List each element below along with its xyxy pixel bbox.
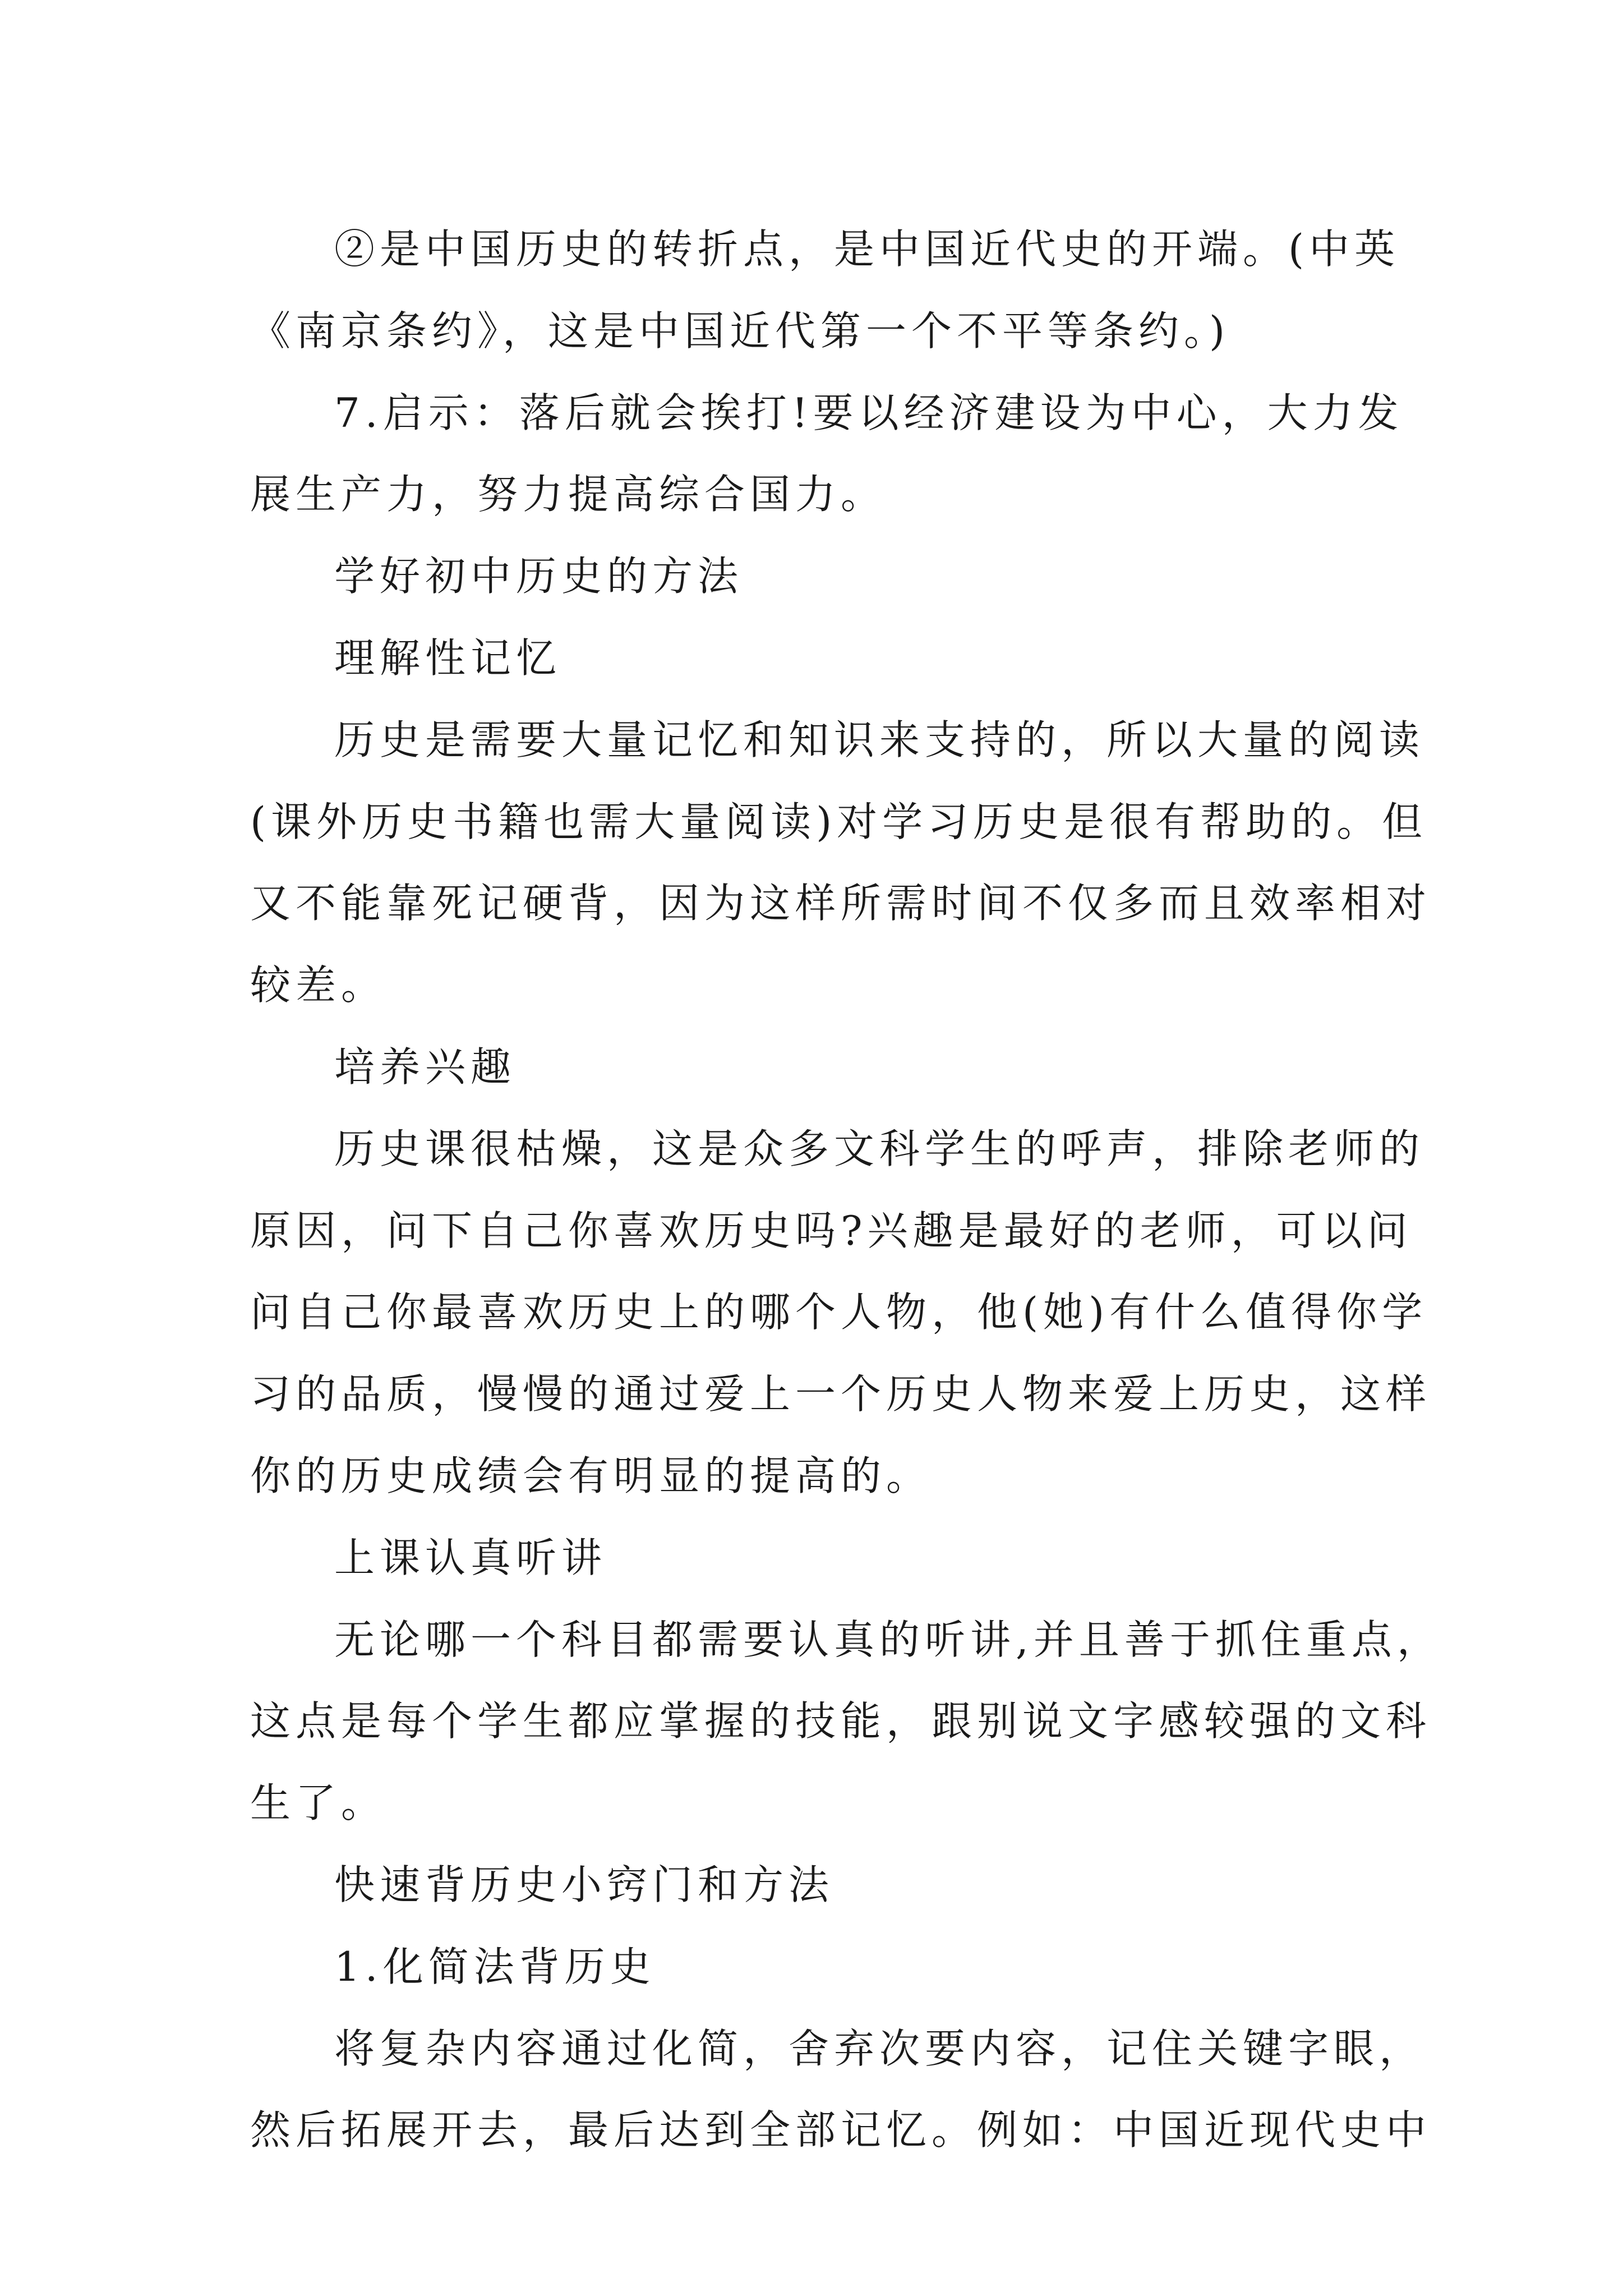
document-body <box>250 209 1442 2171</box>
paragraph-line: 无论哪一个科目都需要认真的听讲,并且善于抓住重点， <box>334 1616 1442 1663</box>
paragraph-line: 原因，问下自己你喜欢历史吗?兴趣是最好的老师，可以问 <box>250 1207 1413 1254</box>
paragraph-line: (课外历史书籍也需大量阅读)对学习历史是很有帮助的。但 <box>250 798 1428 845</box>
paragraph-line: 历史是需要大量记忆和知识来支持的，所以大量的阅读 <box>334 716 1425 763</box>
subsection-heading: 培养兴趣 <box>334 1043 517 1091</box>
paragraph-line: 这点是每个学生都应掌握的技能，跟别说文字感较强的文科 <box>250 1697 1432 1745</box>
paragraph-line: 生了。 <box>250 1779 387 1827</box>
section-heading: 快速背历史小窍门和方法 <box>334 1861 834 1908</box>
subsection-heading: 上课认真听讲 <box>334 1534 607 1581</box>
paragraph-line: 你的历史成绩会有明显的提高的。 <box>250 1452 932 1499</box>
paragraph-line: 7.启示：落后就会挨打!要以经济建设为中心，大力发 <box>334 389 1404 436</box>
paragraph-line: 然后拓展开去，最后达到全部记忆。例如：中国近现代史中 <box>250 2106 1432 2154</box>
paragraph-line: ②是中国历史的转折点，是中国近代史的开端。(中英 <box>334 226 1400 273</box>
paragraph-line: 习的品质，慢慢的通过爱上一个历史人物来爱上历史，这样 <box>250 1370 1432 1418</box>
paragraph-line: 问自己你最喜欢历史上的哪个人物，他(她)有什么值得你学 <box>250 1289 1428 1336</box>
section-heading: 学好初中历史的方法 <box>334 553 744 600</box>
subsection-heading: 1.化简法背历史 <box>334 1943 656 1990</box>
paragraph-line: 又不能靠死记硬背，因为这样所需时间不仅多而且效率相对 <box>250 880 1432 927</box>
paragraph-line: 展生产力，努力提高综合国力。 <box>250 471 887 518</box>
paragraph-line: 将复杂内容通过化简，舍弃次要内容，记住关键字眼， <box>334 2024 1425 2072</box>
paragraph-line: 历史课很枯燥，这是众多文科学生的呼声，排除老师的 <box>334 1125 1425 1172</box>
paragraph-line: 《南京条约》，这是中国近代第一个不平等条约。) <box>250 307 1230 355</box>
subsection-heading: 理解性记忆 <box>334 634 562 682</box>
paragraph-line: 较差。 <box>250 961 387 1009</box>
